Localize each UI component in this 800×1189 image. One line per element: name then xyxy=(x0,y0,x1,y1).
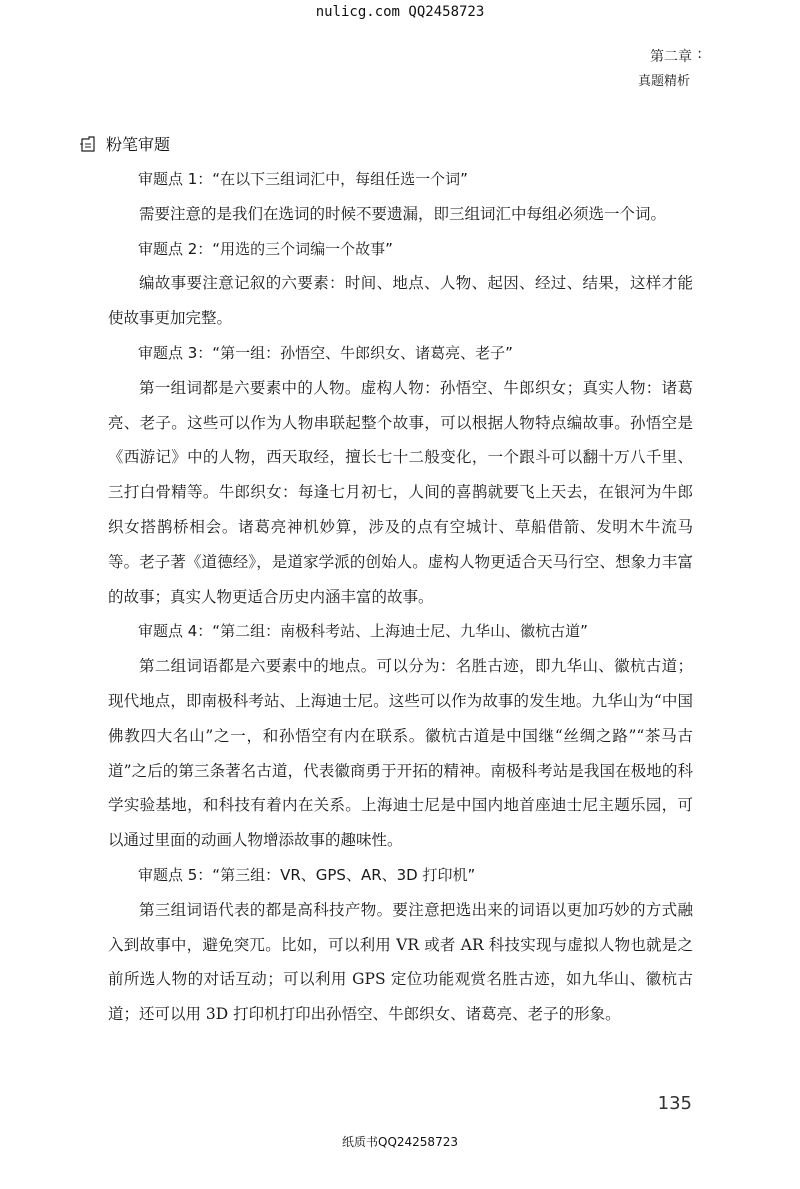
paragraph: 第一组词都是六要素中的人物。虚构人物：孙悟空、牛郎织女；真实人物：诸葛亮、老子。这些可以作为人物串联起整个故事，可以根据人物特点编故事。孙悟空是《西游记》中的人物，西天取经，擅长七十二般变化，一个跟斗可以翻十万八千里、三打白骨精等。牛郎织女：每逢七月初七，人间的喜鹊就要飞上天去，在银河为牛郎织女搭鹊桥相会。诸葛亮神机妙算，涉及的点有空城计、草船借箭、发明木牛流马等。老子著《道德经》，是道家学派的创始人。虚构人物更适合天马行空、想象力丰富的故事；真实人物更适合历史内涵丰富的故事。 xyxy=(108,378,693,606)
review-point-1: 审题点 1：“在以下三组词汇中，每组任选一个词” xyxy=(138,170,468,188)
paragraph: 编故事要注意记叙的六要素：时间、地点、人物、起因、经过、结果，这样才能使故事更加完整。 xyxy=(108,274,693,328)
chapter-label: 第二章 xyxy=(650,49,692,65)
review-point-3: 审题点 3：“第一组：孙悟空、牛郎织女、诸葛亮、老子” xyxy=(138,343,513,362)
notepad-icon xyxy=(80,135,98,153)
page-number: 135 xyxy=(657,1093,692,1114)
bottom-watermark: 纸质书QQ24258723 xyxy=(342,1135,458,1149)
section-heading xyxy=(80,132,170,155)
body-text xyxy=(108,162,693,1032)
review-point-2: 审题点 2：“用选的三个词编一个故事” xyxy=(138,239,393,258)
chapter-subtitle: 真题精析 xyxy=(637,74,690,89)
review-point-5: 审题点 5：“第三组：VR、GPS、AR、3D 打印机” xyxy=(138,865,476,884)
paragraph: 需要注意的是我们在选词的时候不要遗漏，即三组词汇中每组必须选一个词。 xyxy=(139,204,667,223)
section-title: 粉笔审题 xyxy=(106,135,171,154)
paragraph: 第三组词语代表的都是高科技产物。要注意把选出来的词语以更加巧妙的方式融入到故事中，避免突兀。比如，可以利用 VR 或者 AR 科技实现与虚拟人物也就是之前所选人物的对话互动；可以利用 GPS 定位功能观赏名胜古迹，如九华山、徽杭古道；还可以用 3D 打印机打印出孙悟空、牛郎织女、诸葛亮、老子的形象。 xyxy=(108,900,693,1024)
review-point-4: 审题点 4：“第二组：南极科考站、上海迪士尼、九华山、徽杭古道” xyxy=(138,622,588,641)
paragraph: 第二组词语都是六要素中的地点。可以分为：名胜古迹，即九华山、徽杭古道；现代地点，即南极科考站、上海迪士尼。这些可以作为故事的发生地。九华山为“中国佛教四大名山”之一，和孙悟空有内在联系。徽杭古道是中国继“丝绸之路”“茶马古道”之后的第三条著名古道，代表徽商勇于开拓的精神。南极科考站是我国在极地的科学实验基地，和科技有着内在关系。上海迪士尼是中国内地首座迪士尼主题乐园，可以通过里面的动画人物增添故事的趣味性。 xyxy=(108,657,693,850)
chapter-colon: : xyxy=(697,46,702,62)
top-watermark: nulicg.com QQ2458723 xyxy=(315,4,485,20)
